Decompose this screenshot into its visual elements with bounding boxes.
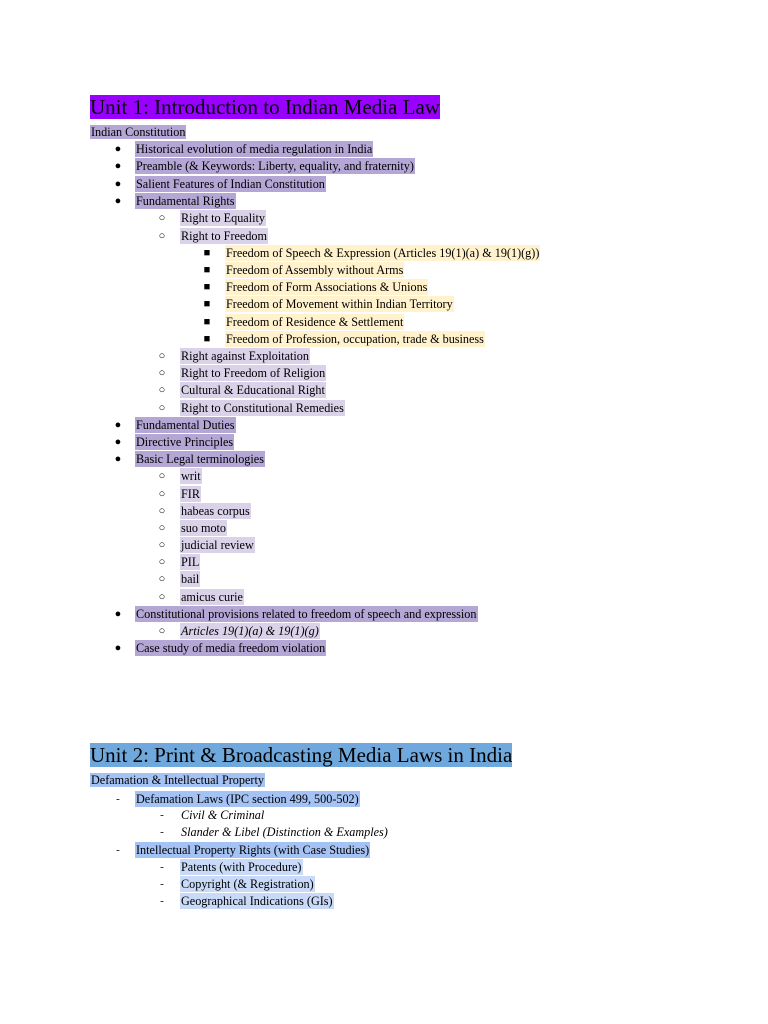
bullet-icon: ○ (158, 384, 166, 396)
unit2-subheading-text: Defamation & Intellectual Property (91, 773, 264, 787)
unit1-item-text: Freedom of Movement within Indian Territory (226, 297, 453, 311)
bullet-icon: ● (114, 642, 122, 654)
unit1-subheading-text: Indian Constitution (91, 125, 186, 139)
bullet-icon: ■ (203, 247, 211, 259)
bullet-icon: - (160, 809, 164, 821)
bullet-icon: ○ (158, 539, 166, 551)
bullet-icon: ○ (158, 556, 166, 568)
unit2-item-text: Defamation Laws (IPC section 499, 500-502) (136, 792, 359, 806)
bullet-icon: ○ (158, 402, 166, 414)
unit2-heading-text: Unit 2: Print & Broadcasting Media Laws in India (90, 743, 513, 767)
bullet-icon: - (160, 826, 164, 838)
bullet-icon: ● (114, 195, 122, 207)
unit1-item-text: Right to Freedom (181, 229, 267, 243)
unit1-item-text: Constitutional provisions related to freedom of speech and expression (136, 607, 477, 621)
unit1-item-text: FIR (181, 487, 200, 501)
bullet-icon: ■ (203, 333, 211, 345)
bullet-icon: - (116, 793, 120, 805)
unit1-item-text: Right against Exploitation (181, 349, 309, 363)
unit1-item-text: Freedom of Speech & Expression (Articles 19(1)(a) & 19(1)(g)) (226, 246, 540, 260)
unit1-item-text: Salient Features of Indian Constitution (136, 177, 325, 191)
unit1-item-text: Freedom of Profession, occupation, trade & business (226, 332, 484, 346)
bullet-icon: ■ (203, 264, 211, 276)
bullet-icon: - (160, 878, 164, 890)
bullet-icon: ■ (203, 316, 211, 328)
unit1-item-text: judicial review (181, 538, 254, 552)
bullet-icon: ● (114, 453, 122, 465)
bullet-icon: ■ (203, 281, 211, 293)
bullet-icon: - (160, 895, 164, 907)
unit1-item-text: Preamble (& Keywords: Liberty, equality, and fraternity) (136, 159, 414, 173)
bullet-icon: ○ (158, 488, 166, 500)
unit1-item-text: Historical evolution of media regulation in India (136, 142, 373, 156)
unit1-item-text: PIL (181, 555, 200, 569)
bullet-icon: ○ (158, 212, 166, 224)
bullet-icon: ○ (158, 350, 166, 362)
unit1-item-text: Freedom of Assembly without Arms (226, 263, 404, 277)
bullet-icon: ○ (158, 230, 166, 242)
bullet-icon: ● (114, 436, 122, 448)
unit2-item-text: Civil & Criminal (181, 808, 265, 822)
unit2-heading (90, 743, 512, 767)
bullet-icon: ○ (158, 470, 166, 482)
bullet-icon: ● (114, 178, 122, 190)
unit1-subheading (90, 124, 186, 140)
unit1-item-text: Right to Freedom of Religion (181, 366, 326, 380)
unit1-heading (90, 95, 440, 119)
unit1-item-text: Case study of media freedom violation (136, 641, 326, 655)
unit1-item-text: bail (181, 572, 200, 586)
bullet-icon: ○ (158, 625, 166, 637)
bullet-icon: - (160, 861, 164, 873)
bullet-icon: ○ (158, 367, 166, 379)
unit1-item-text: Freedom of Residence & Settlement (226, 315, 404, 329)
unit1-item-text: Articles 19(1)(a) & 19(1)(g) (181, 624, 319, 638)
unit1-item-text: Right to Equality (181, 211, 265, 225)
bullet-icon: ○ (158, 522, 166, 534)
unit1-item-text: habeas corpus (181, 504, 250, 518)
unit2-item-text: Intellectual Property Rights (with Case Studies) (136, 843, 370, 857)
unit1-item-text: Basic Legal terminologies (136, 452, 264, 466)
unit1-item-text: suo moto (181, 521, 227, 535)
bullet-icon: ● (114, 143, 122, 155)
unit1-item-text: Freedom of Form Associations & Unions (226, 280, 428, 294)
unit1-item-text: amicus curie (181, 590, 243, 604)
unit1-heading-text: Unit 1: Introduction to Indian Media Law (90, 95, 440, 119)
unit1-item-text: Right to Constitutional Remedies (181, 401, 344, 415)
bullet-icon: ● (114, 608, 122, 620)
unit1-item-text: Directive Principles (136, 435, 234, 449)
unit2-item-text: Copyright (& Registration) (181, 877, 314, 891)
bullet-icon: ○ (158, 591, 166, 603)
bullet-icon: ○ (158, 573, 166, 585)
bullet-icon: ■ (203, 298, 211, 310)
bullet-icon: ● (114, 160, 122, 172)
unit1-item-text: Fundamental Rights (136, 194, 235, 208)
unit2-item-text: Patents (with Procedure) (181, 860, 302, 874)
bullet-icon: - (116, 844, 120, 856)
unit1-item-text: writ (181, 469, 201, 483)
unit2-item-text: Geographical Indications (GIs) (181, 894, 333, 908)
bullet-icon: ● (114, 419, 122, 431)
unit1-item-text: Fundamental Duties (136, 418, 235, 432)
unit2-subheading (90, 772, 265, 788)
bullet-icon: ○ (158, 505, 166, 517)
unit2-item-text: Slander & Libel (Distinction & Examples) (181, 825, 388, 839)
unit1-item-text: Cultural & Educational Right (181, 383, 325, 397)
